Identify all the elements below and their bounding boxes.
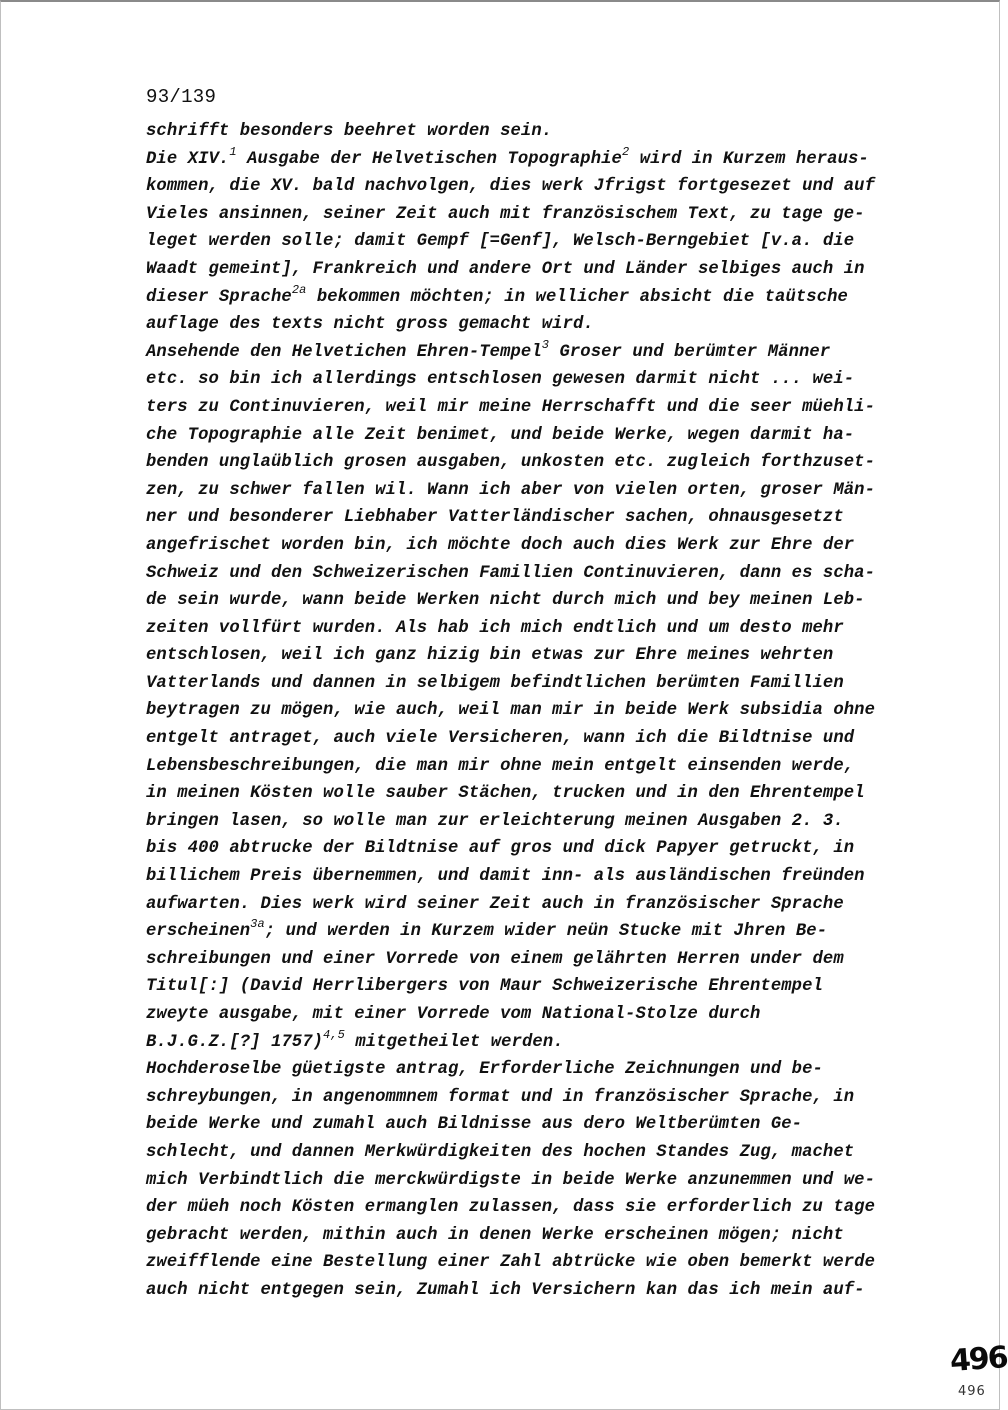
text-line (146, 1139, 906, 1167)
text-segment: wird in Kurzem heraus- (629, 149, 869, 169)
text-segment: zen, zu schwer fallen wil. Wann ich aber von vielen orten, groser Män- (146, 480, 875, 500)
text-line (146, 615, 906, 643)
text-line (146, 1029, 906, 1057)
text-segment: angefrischet worden bin, ich möchte doch auch dies Werk zur Ehre der (146, 535, 855, 555)
footnote-marker: 3 (541, 337, 550, 352)
text-segment: zweyte ausgabe, mit einer Vorrede vom National-Stolze durch (146, 1005, 761, 1024)
text-line (146, 477, 906, 505)
text-line (146, 504, 906, 532)
footnote-marker: 2 (621, 144, 630, 159)
text-segment: gebracht werden, mithin auch in denen Werke erscheinen mögen; nicht (146, 1225, 844, 1245)
text-line (146, 1084, 906, 1112)
text-segment: ; und werden in Kurzem wider neün Stucke mit Jhren Be- (264, 922, 828, 942)
text-line (146, 449, 906, 477)
footnote-marker: 4,5 (323, 1027, 345, 1042)
text-line (146, 780, 906, 808)
text-segment: kommen, die XV. bald nachvolgen, dies werk Jfrigst fortgesezet und auf (146, 177, 875, 197)
text-line (146, 808, 906, 836)
text-line (146, 560, 906, 588)
text-segment: Die XIV. (146, 149, 230, 169)
text-segment: leget werden solle; damit Gempf [=Genf], Welsch-Berngebiet [v.a. die (146, 232, 855, 252)
footnote-marker: 1 (229, 144, 237, 159)
text-segment: auch nicht entgegen sein, Zumahl ich Versichern kan das ich mein auf- (146, 1280, 865, 1300)
text-line (146, 532, 906, 560)
text-segment: benden unglaüblich grosen ausgaben, unkosten etc. zugleich forthzuset- (146, 453, 875, 473)
text-line (146, 891, 906, 919)
text-line (146, 642, 906, 670)
text-segment: etc. so bin ich allerdings entschlosen gewesen darmit nicht ... wei- (146, 370, 855, 390)
text-line (146, 946, 906, 974)
footnote-marker: 2a (291, 282, 307, 297)
text-segment: der müeh noch Kösten ermanglen zulassen, dass sie erforderlich zu tage (146, 1198, 875, 1218)
text-segment: de sein wurde, wann beide Werken nicht durch mich und bey meinen Leb- (146, 591, 865, 611)
text-segment: auflage des texts nicht gross gemacht wird. (146, 315, 594, 335)
text-segment: Vatterlands und dannen in selbigem befindtlichen berümten Famillien (146, 673, 844, 693)
text-segment: schreybungen, in angenommnem format und in französischer Sprache, in (146, 1087, 855, 1107)
text-line (146, 311, 906, 339)
text-segment: Titul[:] (David Herrlibergers von Maur Schweizerische Ehrentempel (146, 977, 823, 997)
text-segment: beide Werke und zumahl auch Bildnisse aus dero Weltberümten Ge- (146, 1115, 803, 1135)
text-segment: ters zu Continuvieren, weil mir meine Herrschafft und die seer müehli- (146, 397, 875, 417)
text-segment: erscheinen (146, 922, 251, 942)
text-line (146, 863, 906, 891)
text-segment: schrifft besonders beehret worden sein. (146, 122, 553, 141)
text-line (146, 173, 906, 201)
body-text (146, 118, 906, 1305)
text-line (146, 918, 906, 946)
text-line (146, 1277, 906, 1305)
text-segment: Ansehende den Helvetichen Ehren-Tempel (146, 342, 542, 362)
text-segment: che Topographie alle Zeit benimet, und beide Werke, wegen darmit ha- (146, 425, 855, 445)
text-segment: zeiten vollfürt wurden. Als hab ich mich endtlich und um desto mehr (146, 618, 844, 638)
text-line (146, 284, 906, 312)
text-segment: Schweiz und den Schweizerischen Famillien Continuvieren, dann es scha- (146, 563, 875, 583)
text-line (146, 146, 906, 174)
text-line (146, 1194, 906, 1222)
archive-stamp: 496 (948, 1340, 1008, 1379)
text-segment: billichem Preis übernemmen, und damit inn- als ausländischen freünden (146, 867, 865, 887)
text-segment: Lebensbeschreibungen, die man mir ohne mein entgelt einsenden werde, (146, 756, 855, 776)
text-segment: entgelt antraget, auch viele Versicheren, wann ich die Bildtnise und (146, 729, 855, 749)
text-segment: ner und besonderer Liebhaber Vatterländischer sachen, ohnausgesetzt (146, 508, 844, 528)
text-line (146, 1222, 906, 1250)
text-segment: bis 400 abtrucke der Bildtnise auf gros und dick Papyer getruckt, in (146, 839, 855, 859)
text-segment: schreibungen und einer Vorrede von einem gelährten Herren under dem (146, 949, 844, 969)
text-line (146, 1249, 906, 1277)
text-segment: schlecht, und dannen Merkwürdigkeiten des hochen Standes Zug, machet (146, 1142, 855, 1162)
text-line (146, 1167, 906, 1195)
footnote-marker: 3a (250, 917, 265, 932)
text-line (146, 587, 906, 615)
text-line (146, 228, 906, 256)
text-line (146, 366, 906, 394)
text-line (146, 670, 906, 698)
text-segment: Hochderoselbe güetigste antrag, Erforderliche Zeichnungen und be- (146, 1060, 823, 1080)
text-line (146, 118, 906, 146)
text-line (146, 1056, 906, 1084)
text-segment: Waadt gemeint], Frankreich und andere Ort und Länder selbiges auch in (146, 259, 865, 279)
text-line (146, 256, 906, 284)
text-segment: Vieles ansinnen, seiner Zeit auch mit französischem Text, zu tage ge- (146, 204, 865, 224)
page-number: 93/139 (146, 86, 217, 108)
text-line (146, 339, 906, 367)
text-segment: mich Verbindtlich die merckwürdigste in beide Werke anzunemmen und we- (146, 1170, 875, 1190)
text-segment: zweifflende eine Bestellung einer Zahl abtrücke wie oben bemerkt werde (146, 1253, 875, 1273)
text-line (146, 973, 906, 1001)
text-segment: Groser und berümter Männer (549, 342, 831, 362)
text-segment: dieser Sprache (146, 287, 292, 307)
text-segment: B.J.G.Z.[?] 1757) (146, 1032, 324, 1052)
text-line (146, 753, 906, 781)
text-line (146, 1111, 906, 1139)
text-line (146, 835, 906, 863)
text-segment: mitgetheilet werden. (344, 1032, 564, 1052)
archive-stamp-small: 496 (958, 1384, 986, 1399)
text-segment: bringen lasen, so wolle man zur erleichterung meinen Ausgaben 2. 3. (146, 811, 844, 831)
text-line (146, 201, 906, 229)
text-line (146, 725, 906, 753)
text-segment: bekommen möchten; in wellicher absicht die taütsche (306, 287, 848, 307)
text-segment: beytragen zu mögen, wie auch, weil man mir in beide Werk subsidia ohne (146, 701, 875, 721)
text-line (146, 697, 906, 725)
text-segment: Ausgabe der Helvetischen Topographie (236, 149, 622, 169)
text-segment: aufwarten. Dies werk wird seiner Zeit auch in französischer Sprache (146, 894, 844, 914)
text-line (146, 1001, 906, 1029)
text-segment: in meinen Kösten wolle sauber Stächen, trucken und in den Ehrentempel (146, 784, 865, 804)
text-segment: entschlosen, weil ich ganz hizig bin etwas zur Ehre meines wehrten (146, 646, 834, 666)
text-line (146, 394, 906, 422)
text-line (146, 422, 906, 450)
